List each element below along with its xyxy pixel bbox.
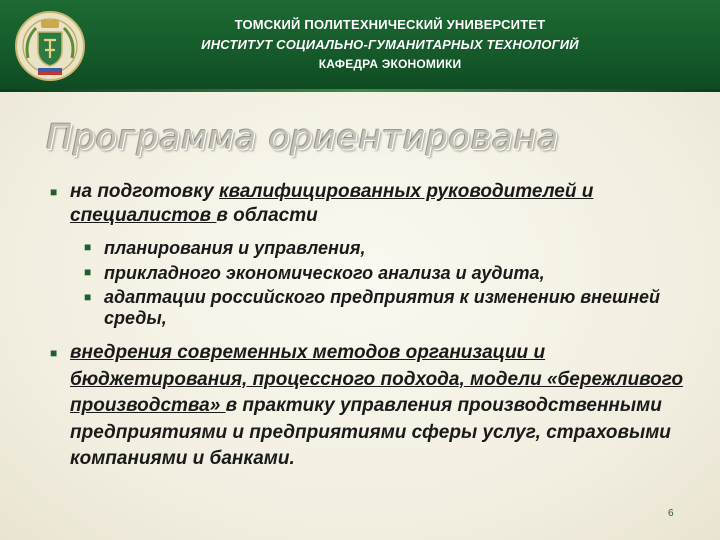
- page-number: 6: [668, 508, 674, 519]
- square-bullet-icon: ■: [84, 240, 92, 254]
- department-name: КАФЕДРА ЭКОНОМИКИ: [318, 57, 462, 71]
- bullet-item-training: на подготовку квалифицированных руководителей и специалистов в области: [70, 181, 594, 226]
- square-bullet-icon: ■: [84, 265, 92, 279]
- university-name: ТОМСКИЙ ПОЛИТЕХНИЧЕСКИЙ УНИВЕРСИТЕТ: [234, 17, 546, 32]
- sub-bullet-item: планирования и управления,: [104, 238, 366, 258]
- sub-bullet-item: адаптации российского предприятия к изменению внешней среды,: [104, 287, 660, 328]
- institute-name: ИНСТИТУТ СОЦИАЛЬНО-ГУМАНИТАРНЫХ ТЕХНОЛОГИЙ: [201, 37, 579, 52]
- slide-title: Программа ориентирована: [46, 118, 559, 158]
- slide-header: [0, 0, 720, 92]
- sub-bullet-item: прикладного экономического анализа и аудита,: [104, 263, 545, 283]
- bullet-item-implementation: внедрения современных методов организации и бюджетирования, процессного подхода, модели «бережливого производства» в практику управления производственными предприятиями и предприятиями сферы услуг, страховыми компаниями и банками.: [70, 342, 684, 469]
- university-emblem-icon: [14, 10, 86, 82]
- square-bullet-icon: ■: [84, 290, 92, 304]
- square-bullet-icon: ■: [50, 346, 58, 360]
- square-bullet-icon: ■: [50, 185, 58, 199]
